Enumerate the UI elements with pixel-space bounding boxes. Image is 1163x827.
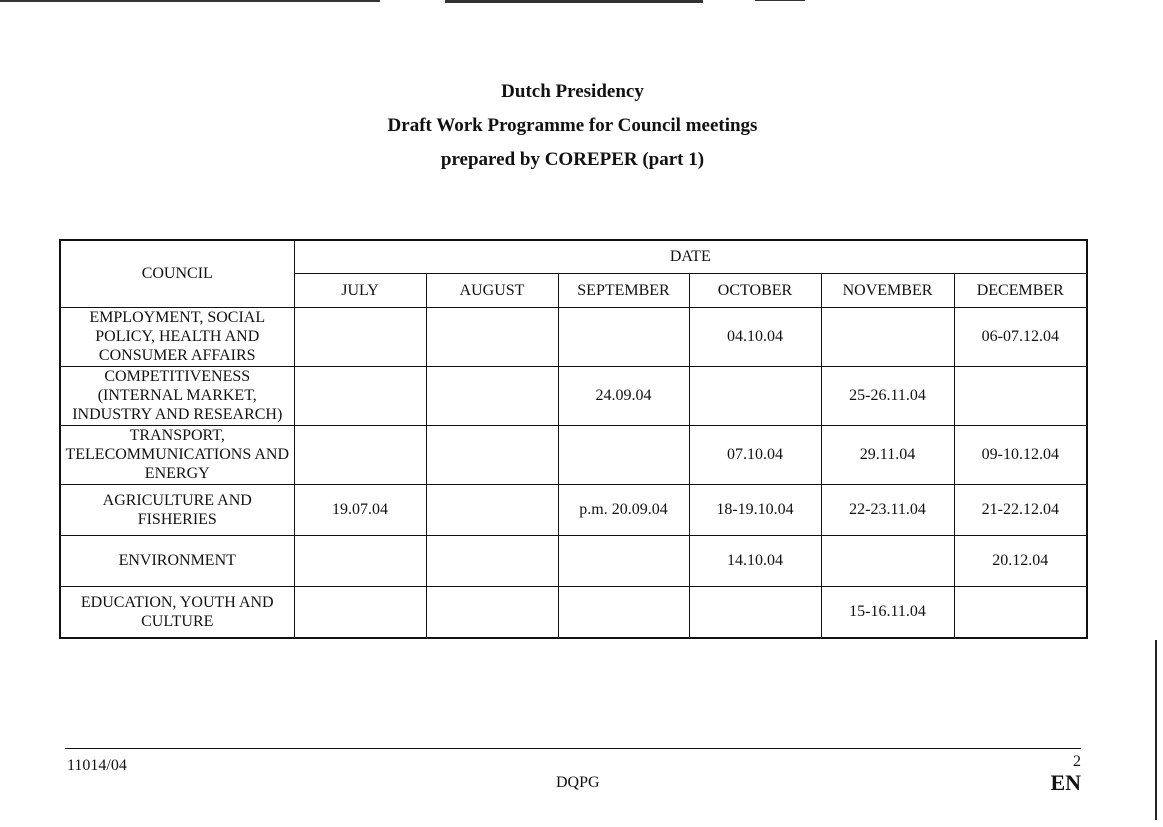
council-schedule-table	[59, 239, 1088, 639]
date-cell	[426, 586, 558, 638]
date-cell: 24.09.04	[558, 366, 689, 425]
date-cell	[954, 366, 1087, 425]
table-row	[60, 425, 1087, 484]
date-cell: 06-07.12.04	[954, 307, 1087, 366]
scan-edge-line	[1155, 640, 1157, 820]
date-cell: 20.12.04	[954, 535, 1087, 586]
date-cell: 04.10.04	[689, 307, 821, 366]
month-header: DECEMBER	[954, 273, 1087, 307]
document-reference: 11014/04	[67, 757, 127, 774]
date-cell	[426, 425, 558, 484]
date-cell	[558, 307, 689, 366]
document-subtitle-2: prepared by COREPER (part 1)	[440, 149, 705, 170]
date-cell: 25-26.11.04	[821, 366, 954, 425]
table-row	[60, 586, 1087, 638]
date-cell	[426, 484, 558, 535]
council-name: EMPLOYMENT, SOCIAL POLICY, HEALTH AND CONSUMER AFFAIRS	[60, 307, 294, 366]
table-row	[60, 484, 1087, 535]
date-cell: 19.07.04	[294, 484, 426, 535]
date-cell	[558, 425, 689, 484]
council-header: COUNCIL	[60, 240, 294, 307]
date-cell	[294, 307, 426, 366]
document-title: Dutch Presidency	[501, 81, 644, 102]
council-name: ENVIRONMENT	[60, 535, 294, 586]
date-cell	[426, 535, 558, 586]
date-cell	[558, 535, 689, 586]
date-cell	[821, 307, 954, 366]
table-row	[60, 535, 1087, 586]
month-header: SEPTEMBER	[558, 273, 689, 307]
department-code: DQPG	[556, 774, 600, 791]
month-header: NOVEMBER	[821, 273, 954, 307]
month-header: JULY	[294, 273, 426, 307]
council-name: AGRICULTURE AND FISHERIES	[60, 484, 294, 535]
date-cell	[821, 535, 954, 586]
date-cell: 14.10.04	[689, 535, 821, 586]
date-cell	[294, 366, 426, 425]
footer-divider	[65, 748, 1081, 749]
council-name: TRANSPORT, TELECOMMUNICATIONS AND ENERGY	[60, 425, 294, 484]
date-cell: 15-16.11.04	[821, 586, 954, 638]
scan-edge-line	[0, 0, 380, 2]
date-cell	[558, 586, 689, 638]
month-header: AUGUST	[426, 273, 558, 307]
date-cell: 09-10.12.04	[954, 425, 1087, 484]
document-subtitle: Draft Work Programme for Council meetings	[387, 115, 758, 136]
date-cell	[294, 535, 426, 586]
date-cell	[954, 586, 1087, 638]
scan-edge-line	[445, 0, 703, 3]
date-cell: 18-19.10.04	[689, 484, 821, 535]
date-cell	[689, 366, 821, 425]
date-header: DATE	[294, 240, 1087, 273]
scan-edge-line	[755, 0, 805, 1]
date-cell	[426, 307, 558, 366]
page-number: 2	[1073, 753, 1081, 770]
date-cell: p.m. 20.09.04	[558, 484, 689, 535]
date-cell	[426, 366, 558, 425]
month-header: OCTOBER	[689, 273, 821, 307]
date-cell	[294, 586, 426, 638]
date-cell: 29.11.04	[821, 425, 954, 484]
table-row	[60, 366, 1087, 425]
language-code: EN	[1050, 770, 1081, 795]
date-cell: 07.10.04	[689, 425, 821, 484]
table-row	[60, 307, 1087, 366]
date-cell	[689, 586, 821, 638]
council-name: COMPETITIVENESS (INTERNAL MARKET, INDUSTRY AND RESEARCH)	[60, 366, 294, 425]
date-cell: 22-23.11.04	[821, 484, 954, 535]
date-cell	[294, 425, 426, 484]
council-name: EDUCATION, YOUTH AND CULTURE	[60, 586, 294, 638]
date-cell: 21-22.12.04	[954, 484, 1087, 535]
